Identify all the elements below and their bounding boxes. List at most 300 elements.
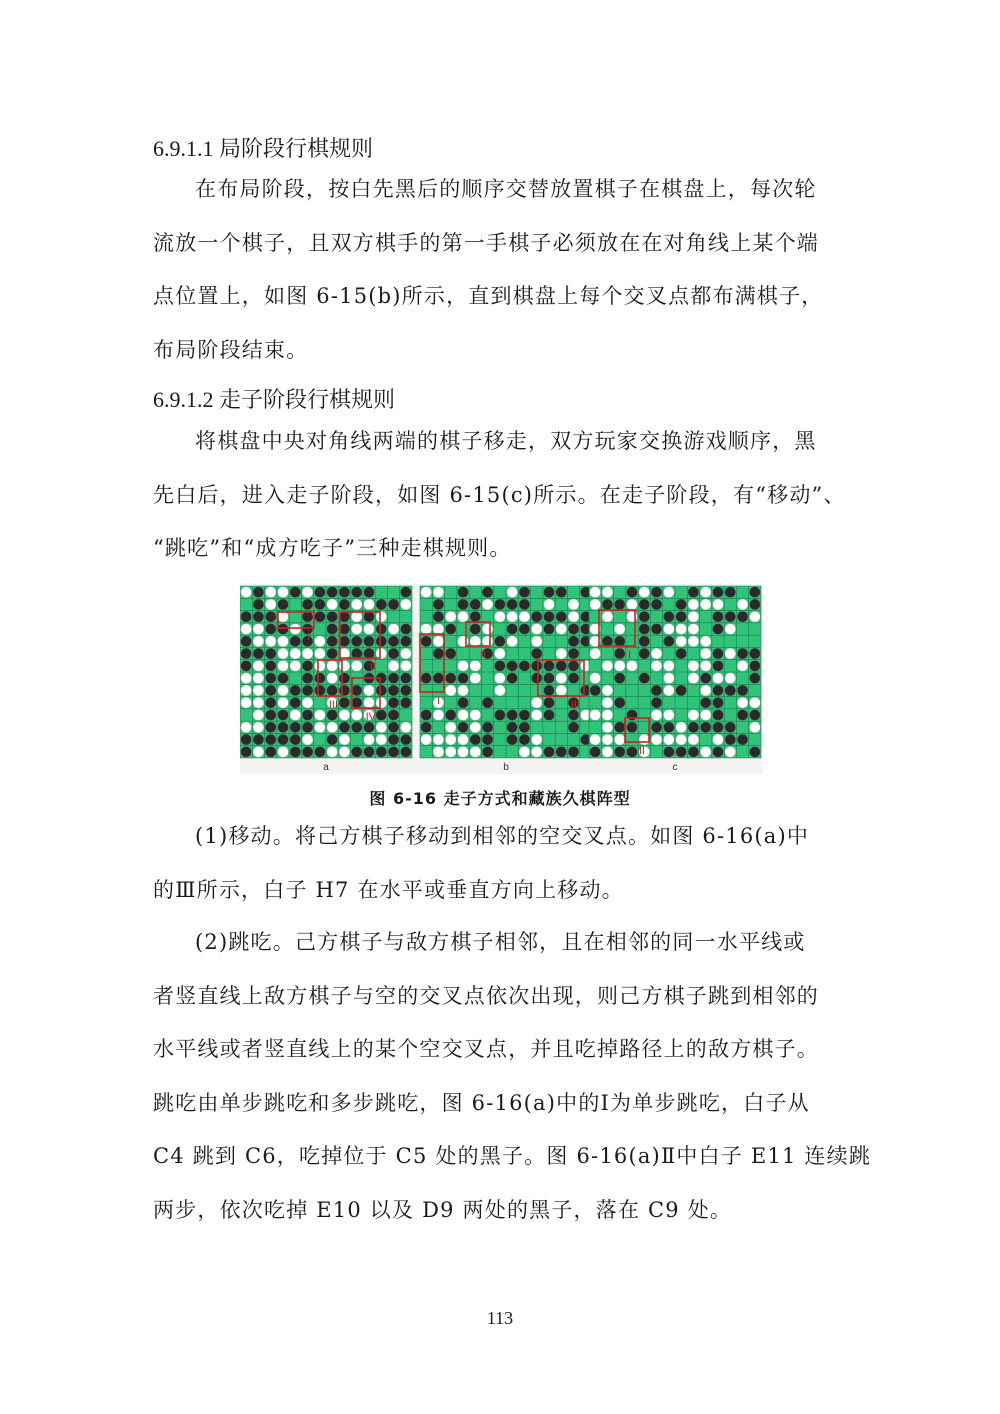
white-stone	[302, 697, 313, 708]
black-stone	[327, 734, 338, 745]
black-stone	[278, 673, 289, 684]
black-stone	[482, 587, 493, 598]
white-stone	[568, 599, 579, 610]
black-stone	[400, 587, 411, 598]
black-stone	[507, 710, 518, 721]
white-stone	[302, 587, 313, 598]
region-mark: I	[627, 649, 631, 661]
white-stone	[700, 648, 711, 659]
black-stone	[302, 599, 313, 610]
white-stone	[700, 587, 711, 598]
white-stone	[544, 599, 555, 610]
black-stone	[265, 648, 276, 659]
white-stone	[364, 697, 375, 708]
white-stone	[556, 624, 567, 635]
black-stone	[676, 685, 687, 696]
white-stone	[556, 685, 567, 696]
black-stone	[241, 648, 252, 659]
black-stone	[421, 636, 432, 647]
black-stone	[614, 648, 625, 659]
black-stone	[445, 648, 456, 659]
black-stone	[519, 599, 530, 610]
black-stone	[676, 648, 687, 659]
white-stone	[327, 599, 338, 610]
black-stone	[725, 685, 736, 696]
white-stone	[713, 673, 724, 684]
paragraph-line: 点位置上，如图 6-15(b)所示，直到棋盘上每个交叉点都布满棋子，	[153, 284, 824, 308]
page-number: 113	[486, 1308, 514, 1328]
white-stone	[241, 587, 252, 598]
white-stone	[314, 648, 325, 659]
paragraph-line: (1)移动。将己方棋子移动到相邻的空交叉点。如图 6-16(a)中	[195, 824, 810, 848]
white-stone	[663, 660, 674, 671]
black-stone	[639, 648, 650, 659]
white-stone	[314, 722, 325, 733]
black-stone	[556, 611, 567, 622]
black-stone	[639, 624, 650, 635]
black-stone	[327, 685, 338, 696]
black-stone	[507, 673, 518, 684]
white-stone	[327, 746, 338, 757]
black-stone	[568, 673, 579, 684]
white-stone	[241, 697, 252, 708]
white-stone	[351, 624, 362, 635]
white-stone	[663, 624, 674, 635]
white-stone	[433, 734, 444, 745]
white-stone	[388, 624, 399, 635]
black-stone	[482, 746, 493, 757]
black-stone	[737, 611, 748, 622]
white-stone	[278, 587, 289, 598]
white-stone	[531, 697, 542, 708]
white-stone	[278, 660, 289, 671]
white-stone	[253, 722, 264, 733]
white-stone	[421, 587, 432, 598]
black-stone	[590, 685, 601, 696]
paragraph-line: 流放一个棋子，且双方棋手的第一手棋子必须放在在对角线上某个端	[153, 230, 819, 255]
figure-caption: 图 6-16 走子方式和藏族久棋阵型	[369, 789, 631, 808]
white-stone	[458, 685, 469, 696]
white-stone	[253, 660, 264, 671]
black-stone	[388, 722, 399, 733]
section-1-paragraph	[153, 163, 853, 377]
white-stone	[614, 624, 625, 635]
paragraph-line: 的Ⅲ所示，白子 H7 在水平或垂直方向上移动。	[153, 877, 624, 902]
paragraph-line: 先白后，进入走子阶段，如图 6-15(c)所示。在走子阶段，有“移动”、	[153, 482, 846, 507]
white-stone	[278, 685, 289, 696]
black-stone	[388, 636, 399, 647]
black-stone	[651, 697, 662, 708]
white-stone	[314, 660, 325, 671]
black-stone	[713, 587, 724, 598]
black-stone	[290, 722, 301, 733]
black-stone	[725, 734, 736, 745]
black-stone	[519, 722, 530, 733]
white-stone	[339, 734, 350, 745]
black-stone	[388, 599, 399, 610]
black-stone	[433, 673, 444, 684]
black-stone	[544, 710, 555, 721]
black-stone	[663, 722, 674, 733]
black-stone	[688, 746, 699, 757]
black-stone	[749, 746, 760, 757]
paragraph-line: 者竖直线上敌方棋子与空的交叉点依次出现，则己方棋子跳到相邻的	[153, 983, 819, 1008]
black-stone	[364, 636, 375, 647]
black-stone	[614, 722, 625, 733]
white-stone	[556, 648, 567, 659]
white-stone	[290, 624, 301, 635]
black-stone	[737, 734, 748, 745]
black-stone	[433, 611, 444, 622]
white-stone	[700, 660, 711, 671]
black-stone	[713, 611, 724, 622]
white-stone	[688, 624, 699, 635]
black-stone	[278, 734, 289, 745]
white-stone	[590, 734, 601, 745]
white-stone	[688, 599, 699, 610]
white-stone	[749, 722, 760, 733]
white-stone	[676, 636, 687, 647]
white-stone	[458, 710, 469, 721]
black-stone	[351, 722, 362, 733]
white-stone	[445, 734, 456, 745]
white-stone	[470, 710, 481, 721]
black-stone	[651, 587, 662, 598]
black-stone	[749, 673, 760, 684]
paragraph-line: 布局阶段结束。	[153, 337, 309, 362]
white-stone	[241, 624, 252, 635]
white-stone	[590, 587, 601, 598]
black-stone	[339, 722, 350, 733]
black-stone	[314, 611, 325, 622]
white-stone	[700, 685, 711, 696]
paragraph-line: 在布局阶段，按白先黑后的顺序交替放置棋子在棋盘上，每次轮	[195, 177, 817, 201]
white-stone	[700, 599, 711, 610]
black-stone	[339, 685, 350, 696]
white-stone	[253, 710, 264, 721]
paragraph-line: 水平线或者竖直线上的某个空交叉点，并且吃掉路径上的敌方棋子。	[153, 1037, 819, 1061]
black-stone	[241, 734, 252, 745]
section-heading-1: 6.9.1.1 局阶段行棋规则	[153, 136, 374, 161]
region-mark: III	[328, 699, 338, 711]
black-stone	[265, 722, 276, 733]
black-stone	[314, 587, 325, 598]
black-stone	[290, 746, 301, 757]
white-stone	[364, 624, 375, 635]
white-stone	[590, 648, 601, 659]
black-stone	[737, 710, 748, 721]
black-stone	[400, 685, 411, 696]
black-stone	[519, 710, 530, 721]
white-stone	[651, 734, 662, 745]
black-stone	[568, 710, 579, 721]
white-stone	[602, 722, 613, 733]
black-stone	[713, 746, 724, 757]
region-mark: I	[436, 695, 440, 707]
black-stone	[749, 660, 760, 671]
white-stone	[278, 611, 289, 622]
white-stone	[364, 734, 375, 745]
black-stone	[278, 722, 289, 733]
white-stone	[400, 660, 411, 671]
white-stone	[627, 660, 638, 671]
region-mark: II	[638, 745, 645, 757]
black-stone	[290, 636, 301, 647]
white-stone	[482, 599, 493, 610]
white-stone	[327, 660, 338, 671]
black-stone	[627, 722, 638, 733]
white-stone	[531, 636, 542, 647]
black-stone	[376, 624, 387, 635]
white-stone	[470, 673, 481, 684]
black-stone	[544, 611, 555, 622]
white-stone	[676, 722, 687, 733]
black-stone	[713, 660, 724, 671]
white-stone	[314, 710, 325, 721]
black-stone	[519, 587, 530, 598]
white-stone	[568, 611, 579, 622]
black-stone	[433, 599, 444, 610]
black-stone	[265, 685, 276, 696]
white-stone	[688, 673, 699, 684]
white-stone	[433, 746, 444, 757]
white-stone	[590, 710, 601, 721]
white-stone	[531, 734, 542, 745]
black-stone	[400, 734, 411, 745]
paragraph-line: 将棋盘中央对角线两端的棋子移走，双方玩家交换游戏顺序，黑	[195, 429, 817, 453]
board-panels-image	[240, 584, 763, 774]
white-stone	[663, 587, 674, 598]
black-stone	[278, 624, 289, 635]
white-stone	[265, 599, 276, 610]
black-stone	[458, 673, 469, 684]
black-stone	[314, 746, 325, 757]
black-stone	[253, 587, 264, 598]
white-stone	[602, 697, 613, 708]
white-stone	[590, 673, 601, 684]
white-stone	[433, 587, 444, 598]
black-stone	[544, 587, 555, 598]
white-stone	[253, 636, 264, 647]
black-stone	[339, 673, 350, 684]
black-stone	[388, 746, 399, 757]
white-stone	[749, 611, 760, 622]
white-stone	[663, 685, 674, 696]
black-stone	[364, 722, 375, 733]
white-stone	[253, 673, 264, 684]
black-stone	[351, 697, 362, 708]
black-stone	[314, 673, 325, 684]
white-stone	[602, 734, 613, 745]
black-stone	[639, 636, 650, 647]
white-stone	[351, 611, 362, 622]
white-stone	[241, 685, 252, 696]
white-stone	[519, 611, 530, 622]
white-stone	[737, 660, 748, 671]
black-stone	[265, 624, 276, 635]
black-stone	[725, 611, 736, 622]
black-stone	[531, 660, 542, 671]
black-stone	[544, 624, 555, 635]
black-stone	[327, 648, 338, 659]
black-stone	[639, 599, 650, 610]
white-stone	[688, 734, 699, 745]
black-stone	[314, 685, 325, 696]
black-stone	[290, 734, 301, 745]
white-stone	[737, 599, 748, 610]
white-stone	[253, 624, 264, 635]
black-stone	[265, 697, 276, 708]
black-stone	[302, 611, 313, 622]
black-stone	[544, 697, 555, 708]
black-stone	[327, 587, 338, 598]
white-stone	[351, 599, 362, 610]
black-stone	[376, 710, 387, 721]
black-stone	[663, 746, 674, 757]
black-stone	[400, 636, 411, 647]
paragraph-line: “跳吃”和“成方吃子”三种走棋规则。	[153, 536, 512, 560]
black-stone	[568, 636, 579, 647]
black-stone	[265, 710, 276, 721]
black-stone	[278, 710, 289, 721]
white-stone	[749, 697, 760, 708]
black-stone	[700, 673, 711, 684]
section-2-paragraph	[153, 415, 853, 576]
white-stone	[278, 636, 289, 647]
black-stone	[531, 648, 542, 659]
region-mark: II	[369, 661, 376, 673]
white-stone	[602, 685, 613, 696]
white-stone	[651, 660, 662, 671]
black-stone	[433, 648, 444, 659]
black-stone	[568, 624, 579, 635]
black-stone	[713, 624, 724, 635]
black-stone	[614, 599, 625, 610]
white-stone	[253, 746, 264, 757]
black-stone	[507, 624, 518, 635]
black-stone	[556, 587, 567, 598]
black-stone	[253, 611, 264, 622]
black-stone	[376, 746, 387, 757]
white-stone	[376, 722, 387, 733]
white-stone	[602, 611, 613, 622]
white-stone	[376, 734, 387, 745]
white-stone	[700, 710, 711, 721]
white-stone	[302, 648, 313, 659]
black-stone	[494, 636, 505, 647]
white-stone	[241, 722, 252, 733]
panel-label: b	[503, 762, 509, 773]
white-stone	[433, 624, 444, 635]
black-stone	[302, 710, 313, 721]
black-stone	[302, 660, 313, 671]
black-stone	[351, 587, 362, 598]
black-stone	[651, 722, 662, 733]
black-stone	[749, 710, 760, 721]
black-stone	[421, 722, 432, 733]
white-stone	[400, 648, 411, 659]
black-stone	[400, 746, 411, 757]
black-stone	[445, 624, 456, 635]
black-stone	[482, 734, 493, 745]
black-stone	[278, 599, 289, 610]
black-stone	[265, 734, 276, 745]
black-stone	[737, 648, 748, 659]
region-mark: IV	[365, 711, 376, 723]
black-stone	[614, 697, 625, 708]
black-stone	[400, 673, 411, 684]
white-stone	[445, 611, 456, 622]
black-stone	[544, 685, 555, 696]
black-stone	[470, 734, 481, 745]
white-stone	[290, 710, 301, 721]
black-stone	[351, 746, 362, 757]
black-stone	[458, 599, 469, 610]
black-stone	[725, 587, 736, 598]
black-stone	[265, 673, 276, 684]
paragraph-line: 两步，依次吃掉 E10 以及 D9 两处的黑子，落在 C9 处。	[153, 1197, 733, 1222]
white-stone	[688, 611, 699, 622]
black-stone	[700, 697, 711, 708]
black-stone	[713, 685, 724, 696]
white-stone	[531, 710, 542, 721]
white-stone	[458, 660, 469, 671]
black-stone	[290, 587, 301, 598]
white-stone	[639, 587, 650, 598]
white-stone	[421, 734, 432, 745]
black-stone	[388, 710, 399, 721]
black-stone	[602, 599, 613, 610]
white-stone	[278, 746, 289, 757]
black-stone	[688, 722, 699, 733]
white-stone	[700, 636, 711, 647]
black-stone	[364, 587, 375, 598]
black-stone	[614, 673, 625, 684]
black-stone	[713, 648, 724, 659]
black-stone	[544, 746, 555, 757]
black-stone	[556, 746, 567, 757]
black-stone	[544, 660, 555, 671]
black-stone	[388, 697, 399, 708]
white-stone	[470, 636, 481, 647]
white-stone	[265, 636, 276, 647]
black-stone	[388, 648, 399, 659]
black-stone	[470, 624, 481, 635]
rule-1-paragraph	[153, 810, 853, 917]
black-stone	[627, 587, 638, 598]
black-stone	[482, 697, 493, 708]
white-stone	[400, 722, 411, 733]
white-stone	[713, 599, 724, 610]
black-stone	[713, 722, 724, 733]
black-stone	[713, 710, 724, 721]
white-stone	[700, 746, 711, 757]
white-stone	[737, 697, 748, 708]
black-stone	[327, 624, 338, 635]
white-stone	[614, 734, 625, 745]
white-stone	[327, 673, 338, 684]
paragraph-line: 跳吃由单步跳吃和多步跳吃，图 6-16(a)中的Ⅰ为单步跳吃，白子从	[153, 1090, 810, 1115]
region-mark: II	[479, 649, 486, 661]
white-stone	[688, 710, 699, 721]
black-stone	[470, 599, 481, 610]
black-stone	[737, 685, 748, 696]
black-stone	[241, 746, 252, 757]
white-stone	[445, 722, 456, 733]
black-stone	[241, 660, 252, 671]
black-stone	[351, 685, 362, 696]
white-stone	[651, 648, 662, 659]
